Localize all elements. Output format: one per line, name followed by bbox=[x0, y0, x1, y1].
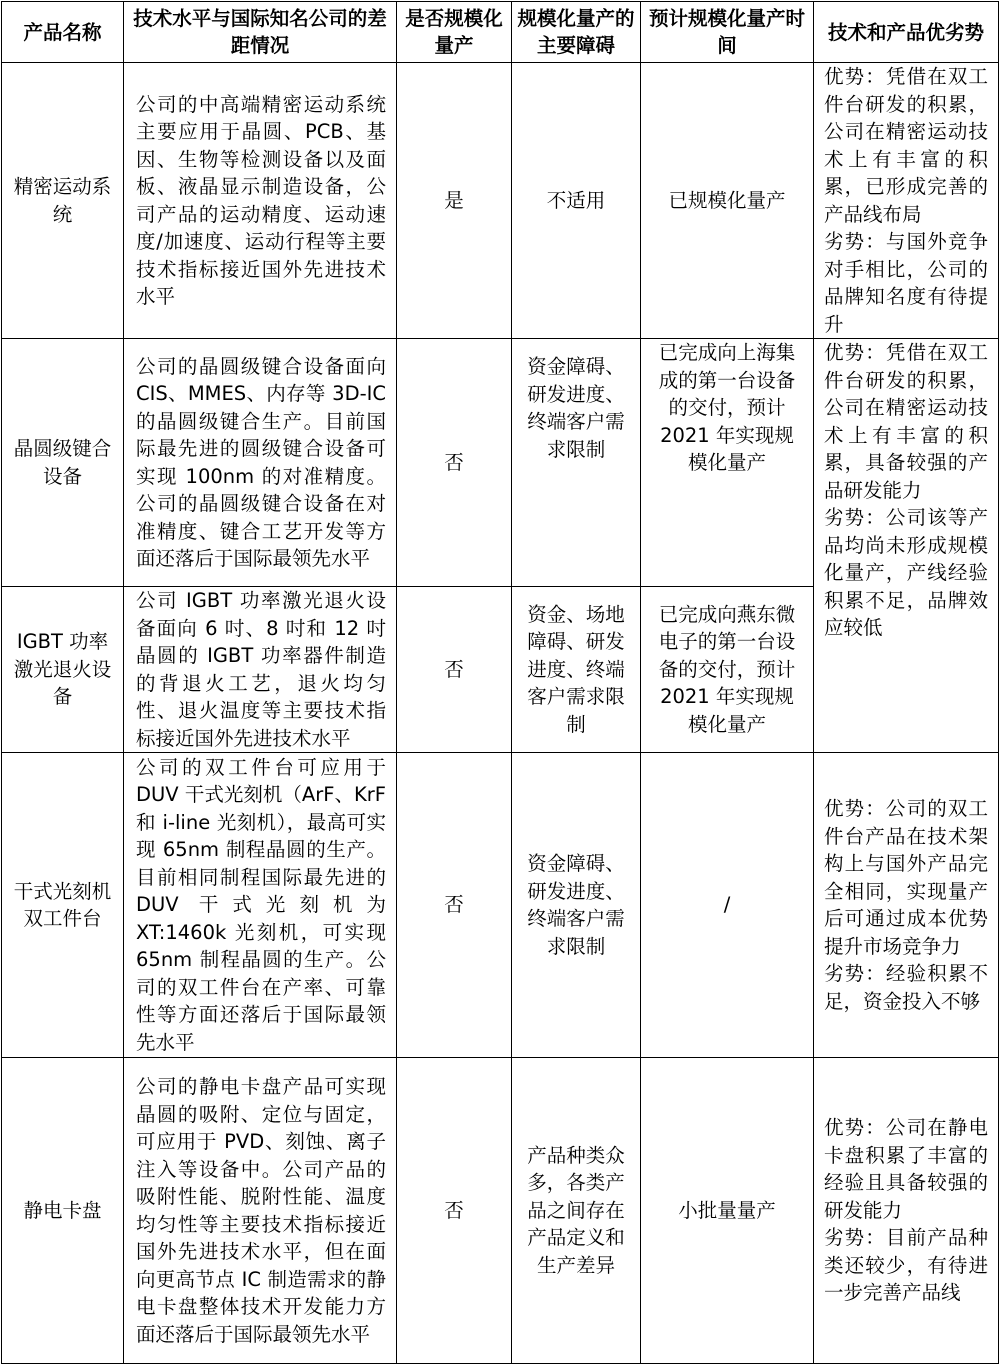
main-barrier-cell bbox=[512, 339, 641, 587]
main-barrier-cell: 产品种类众多，各类产品之间存在产品定义和生产差异 bbox=[512, 1058, 641, 1364]
disadvantage-text: 劣势：与国外竞争对手相比，公司的品牌知名度有待提升 bbox=[824, 230, 988, 336]
expected-time-cell: 已规模化量产 bbox=[641, 63, 814, 339]
tech-gap-cell: 公司 IGBT 功率激光退火设备面向 6 吋、8 吋和 12 吋晶圆的 IGBT 功率器件制造的背退火工艺，退火均匀性、退火温度等主要技术指标接近国外先进技术水平 bbox=[124, 587, 397, 753]
mass-production-cell: 否 bbox=[397, 339, 512, 587]
table-row bbox=[2, 1058, 999, 1364]
disadvantage-text: 劣势：目前产品种类还较少，有待进一步完善产品线 bbox=[824, 1226, 988, 1305]
main-barrier-cell: 资金、场地障碍、研发进度、终端客户需求限制 bbox=[512, 587, 641, 753]
pros-cons-cell bbox=[814, 339, 999, 753]
table-row bbox=[2, 753, 999, 1058]
header-pros-cons: 技术和产品优劣势 bbox=[814, 2, 999, 63]
pros-cons-cell bbox=[814, 63, 999, 339]
tech-gap-cell: 公司的双工件台可应用于 DUV 干式光刻机（ArF、KrF 和 i-line 光刻机），最高可实现 65nm 制程晶圆的生产。目前相同制程国际最先进的 DUV 干式光刻机为 XT:1460k 光刻机，可实现 65nm 制程晶圆的生产。公司的双工件台在产率、可靠性等方面还落后于国际最领先水平 bbox=[124, 753, 397, 1058]
header-tech-gap: 技术水平与国际知名公司的差距情况 bbox=[124, 2, 397, 63]
mass-production-cell: 否 bbox=[397, 587, 512, 753]
header-product-name: 产品名称 bbox=[2, 2, 124, 63]
table-row bbox=[2, 63, 999, 339]
product-name-cell: 干式光刻机双工件台 bbox=[2, 753, 124, 1058]
product-name-cell: 精密运动系统 bbox=[2, 63, 124, 339]
expected-time-cell: 已完成向上海集成的第一台设备的交付，预计 2021 年实现规模化量产 bbox=[641, 339, 814, 587]
advantage-text: 优势：公司在静电卡盘积累了丰富的经验且具备较强的研发能力 bbox=[824, 1116, 988, 1222]
main-barrier-text: 资金障碍、研发进度、终端客户需求限制 bbox=[527, 355, 625, 461]
expected-time-cell: 已完成向燕东微电子的第一台设备的交付，预计 2021 年实现规模化量产 bbox=[641, 587, 814, 753]
pros-cons-cell bbox=[814, 1058, 999, 1364]
disadvantage-text: 劣势：经验积累不足，资金投入不够 bbox=[824, 962, 988, 1013]
mass-production-cell: 是 bbox=[397, 63, 512, 339]
product-name-cell: 晶圆级键合设备 bbox=[2, 339, 124, 587]
product-name-cell: IGBT 功率激光退火设备 bbox=[2, 587, 124, 753]
disadvantage-text: 劣势：公司该等产品均尚未形成规模化量产，产线经验积累不足，品牌效应较低 bbox=[824, 506, 988, 639]
table-header-row bbox=[2, 2, 999, 63]
header-main-barrier: 规模化量产的主要障碍 bbox=[512, 2, 641, 63]
product-name-cell: 静电卡盘 bbox=[2, 1058, 124, 1364]
table-row bbox=[2, 339, 999, 587]
mass-production-cell: 否 bbox=[397, 1058, 512, 1364]
advantage-text: 优势：凭借在双工件台研发的积累，公司在精密运动技术上有丰富的积累，具备较强的产品研发能力 bbox=[824, 341, 988, 502]
tech-gap-cell: 公司的静电卡盘产品可实现晶圆的吸附、定位与固定，可应用于 PVD、刻蚀、离子注入等设备中。公司产品的吸附性能、脱附性能、温度均匀性等主要技术指标接近国外先进技术水平，但在面向更高节点 IC 制造需求的静电卡盘整体技术开发能力方面还落后于国际最领先水平 bbox=[124, 1058, 397, 1364]
header-mass-production: 是否规模化量产 bbox=[397, 2, 512, 63]
advantage-text: 优势：凭借在双工件台研发的积累，公司在精密运动技术上有丰富的积累，已形成完善的产品线布局 bbox=[824, 65, 988, 226]
expected-time-cell: / bbox=[641, 753, 814, 1058]
main-barrier-cell: 资金障碍、研发进度、终端客户需求限制 bbox=[512, 753, 641, 1058]
main-barrier-cell: 不适用 bbox=[512, 63, 641, 339]
tech-gap-cell: 公司的中高端精密运动系统主要应用于晶圆、PCB、基因、生物等检测设备以及面板、液晶显示制造设备，公司产品的运动精度、运动速度/加速度、运动行程等主要技术指标接近国外先进技术水平 bbox=[124, 63, 397, 339]
tech-gap-cell: 公司的晶圆级键合设备面向 CIS、MMES、内存等 3D-IC 的晶圆级键合生产。目前国际最先进的圆级键合设备可实现 100nm 的对准精度。公司的晶圆级键合设备在对准精度、键合工艺开发等方面还落后于国际最领先水平 bbox=[124, 339, 397, 587]
advantage-text: 优势：公司的双工件台产品在技术架构上与国外产品完全相同，实现量产后可通过成本优势提升市场竞争力 bbox=[824, 797, 988, 958]
header-expected-time: 预计规模化量产时间 bbox=[641, 2, 814, 63]
pros-cons-cell bbox=[814, 753, 999, 1058]
product-comparison-table bbox=[1, 1, 999, 1364]
mass-production-cell: 否 bbox=[397, 753, 512, 1058]
expected-time-cell: 小批量量产 bbox=[641, 1058, 814, 1364]
